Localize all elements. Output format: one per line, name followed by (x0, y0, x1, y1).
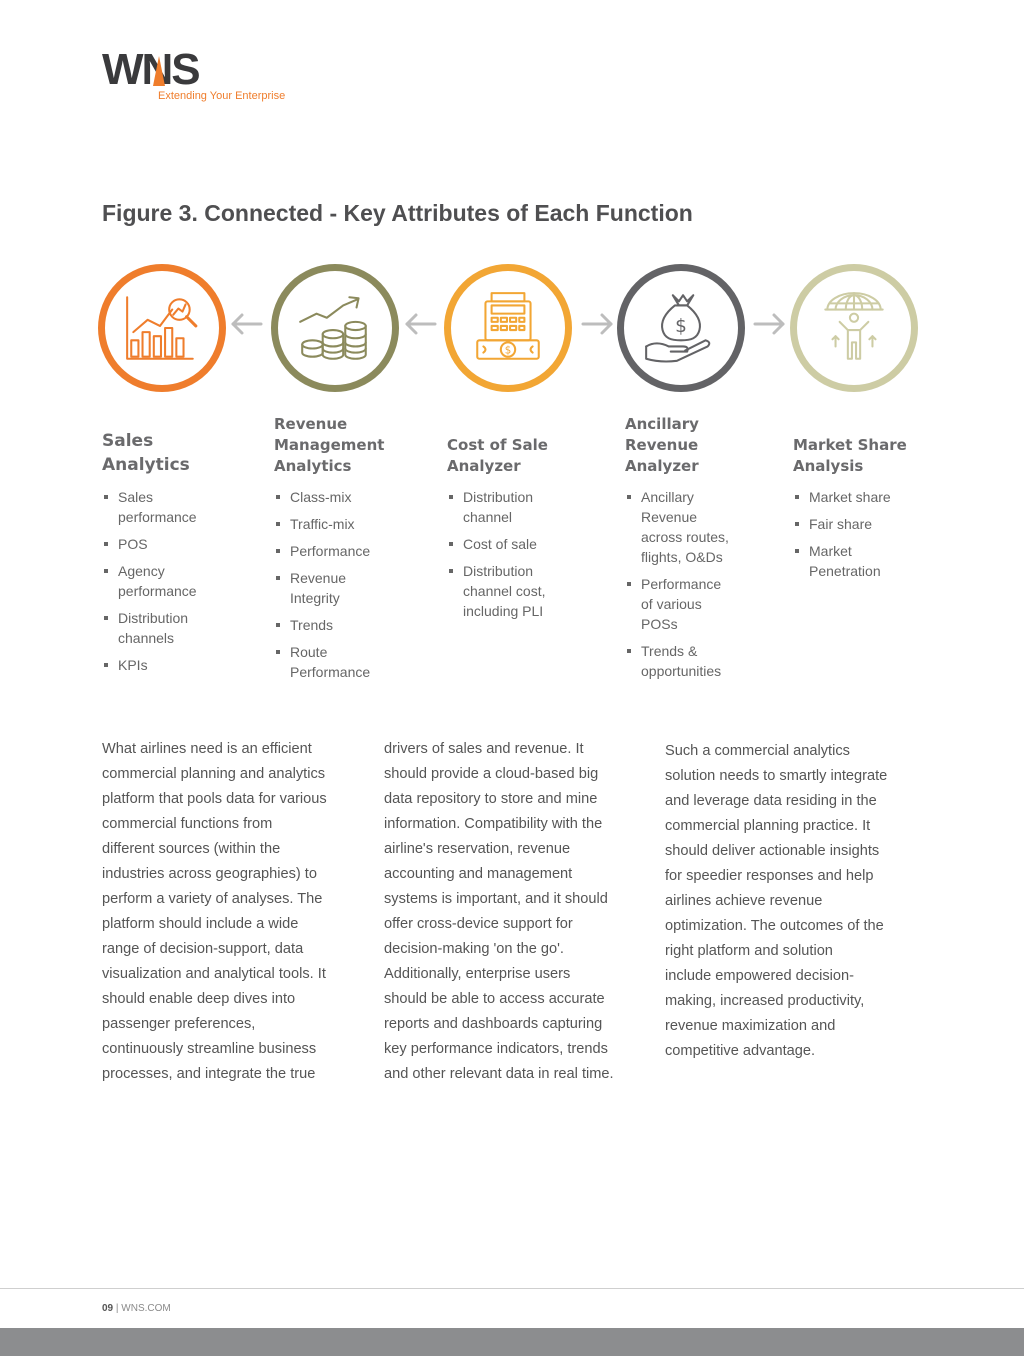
text-line: right platform and solution (665, 943, 833, 959)
wns-logo (102, 45, 286, 102)
attribute-list (274, 487, 434, 682)
list-item: Performance (274, 541, 434, 561)
cost-of-sale-circle (444, 264, 572, 392)
arrow-right-1 (580, 312, 614, 336)
function-title: Market Share Analysis (793, 436, 907, 475)
function-sales-analytics (102, 414, 262, 682)
bar-chart-magnifier-icon (121, 287, 203, 369)
text-line: commercial functions from (102, 816, 273, 832)
logo-tagline: Extending Your Enterprise (158, 90, 286, 102)
footer-divider (0, 1288, 1024, 1289)
function-title: Cost of Sale Analyzer (447, 436, 548, 475)
ancillary-revenue-circle (617, 264, 745, 392)
money-bag-hand-icon (640, 287, 722, 369)
body-column-2 (384, 737, 642, 1087)
revenue-management-circle (271, 264, 399, 392)
list-item: Trends & opportunities (625, 641, 775, 681)
logo-accent-mark (153, 56, 165, 86)
svg-text:$: $ (675, 316, 687, 338)
footer-separator: | (115, 1303, 119, 1314)
body-column-3 (665, 739, 923, 1064)
list-item: Performance of various POSs (625, 574, 775, 634)
text-line: different sources (within the (102, 841, 281, 857)
text-line: industries across geographies) to (102, 866, 317, 882)
arrow-left-2 (404, 312, 438, 336)
footer-site-link[interactable]: WNS.COM (121, 1303, 171, 1314)
function-cost-of-sale (447, 414, 607, 628)
text-line: should provide a cloud-based big (384, 766, 599, 782)
text-line: and leverage data residing in the (665, 793, 877, 809)
market-share-circle (790, 264, 918, 392)
text-line: optimization. The outcomes of the (665, 918, 884, 934)
list-item: Class-mix (274, 487, 434, 507)
text-line: Additionally, enterprise users (384, 966, 571, 982)
text-line: commercial planning practice. It (665, 818, 871, 834)
text-line: should deliver actionable insights (665, 843, 880, 859)
list-item: POS (102, 534, 262, 554)
text-line: include empowered decision- (665, 968, 855, 984)
attribute-list (102, 487, 262, 675)
function-title: Sales Analytics (102, 431, 190, 475)
text-line: revenue maximization and (665, 1018, 836, 1034)
list-item: Route Performance (274, 642, 434, 682)
list-item: Trends (274, 615, 434, 635)
list-item: Distribution channels (102, 608, 262, 648)
footer-bar (0, 1328, 1024, 1356)
list-item: Fair share (793, 514, 953, 534)
text-line: accounting and management (384, 866, 573, 882)
attribute-list (793, 487, 953, 581)
text-line: platform that pools data for various (102, 791, 327, 807)
figure-title: Figure 3. Connected - Key Attributes of Each Function (102, 200, 693, 226)
list-item: KPIs (102, 655, 262, 675)
text-line: airlines achieve revenue (665, 893, 823, 909)
arrow-right-2 (752, 312, 786, 336)
footer (102, 1303, 171, 1314)
text-line: perform a variety of analyses. The (102, 891, 323, 907)
function-revenue-management (274, 414, 434, 689)
text-line: information. Compatibility with the (384, 816, 603, 832)
text-line: offer cross-device support for (384, 916, 573, 932)
function-title: Ancillary Revenue Analyzer (625, 415, 699, 475)
body-column-1 (102, 737, 360, 1087)
text-line: platform should include a wide (102, 916, 299, 932)
list-item: Agency performance (102, 561, 262, 601)
text-line: What airlines need is an efficient (102, 741, 312, 757)
text-line: reports and dashboards capturing (384, 1016, 603, 1032)
text-line: processes, and integrate the true (102, 1066, 316, 1082)
coins-trend-icon (294, 287, 376, 369)
globe-person-icon (813, 287, 895, 369)
function-title: Revenue Management Analytics (274, 415, 385, 475)
list-item: Sales performance (102, 487, 262, 527)
list-item: Ancillary Revenue across routes, flights, O&Ds (625, 487, 775, 567)
list-item: Market Penetration (793, 541, 953, 581)
text-line: range of decision-support, data (102, 941, 304, 957)
cash-register-icon (467, 287, 549, 369)
text-line: competitive advantage. (665, 1043, 816, 1059)
arrow-left-1 (230, 312, 264, 336)
text-line: data repository to store and mine (384, 791, 598, 807)
text-line: for speedier responses and help (665, 868, 874, 884)
text-line: continuously streamline business (102, 1041, 317, 1057)
list-item: Distribution channel cost, including PLI (447, 561, 607, 621)
function-ancillary-revenue (625, 414, 775, 688)
text-line: passenger preferences, (102, 1016, 256, 1032)
text-line: visualization and analytical tools. It (102, 966, 326, 982)
list-item: Revenue Integrity (274, 568, 434, 608)
text-line: should be able to access accurate (384, 991, 605, 1007)
text-line: should enable deep dives into (102, 991, 296, 1007)
attribute-list (625, 487, 775, 681)
list-item: Traffic-mix (274, 514, 434, 534)
text-line: airline's reservation, revenue (384, 841, 571, 857)
text-line: commercial planning and analytics (102, 766, 326, 782)
text-line: decision-making 'on the go'. (384, 941, 564, 957)
text-line: making, increased productivity, (665, 993, 865, 1009)
page-number: 09 (102, 1303, 114, 1314)
text-line: Such a commercial analytics (665, 743, 850, 759)
attribute-list (447, 487, 607, 621)
logo-wordmark: WNS (102, 45, 199, 94)
text-line: solution needs to smartly integrate (665, 768, 888, 784)
text-line: and other relevant data in real time. (384, 1066, 614, 1082)
list-item: Market share (793, 487, 953, 507)
function-market-share (793, 414, 953, 588)
svg-text:$: $ (504, 344, 512, 357)
text-line: drivers of sales and revenue. It (384, 741, 584, 757)
list-item: Distribution channel (447, 487, 607, 527)
text-line: key performance indicators, trends (384, 1041, 608, 1057)
sales-analytics-circle (98, 264, 226, 392)
text-line: systems is important, and it should (384, 891, 608, 907)
list-item: Cost of sale (447, 534, 607, 554)
